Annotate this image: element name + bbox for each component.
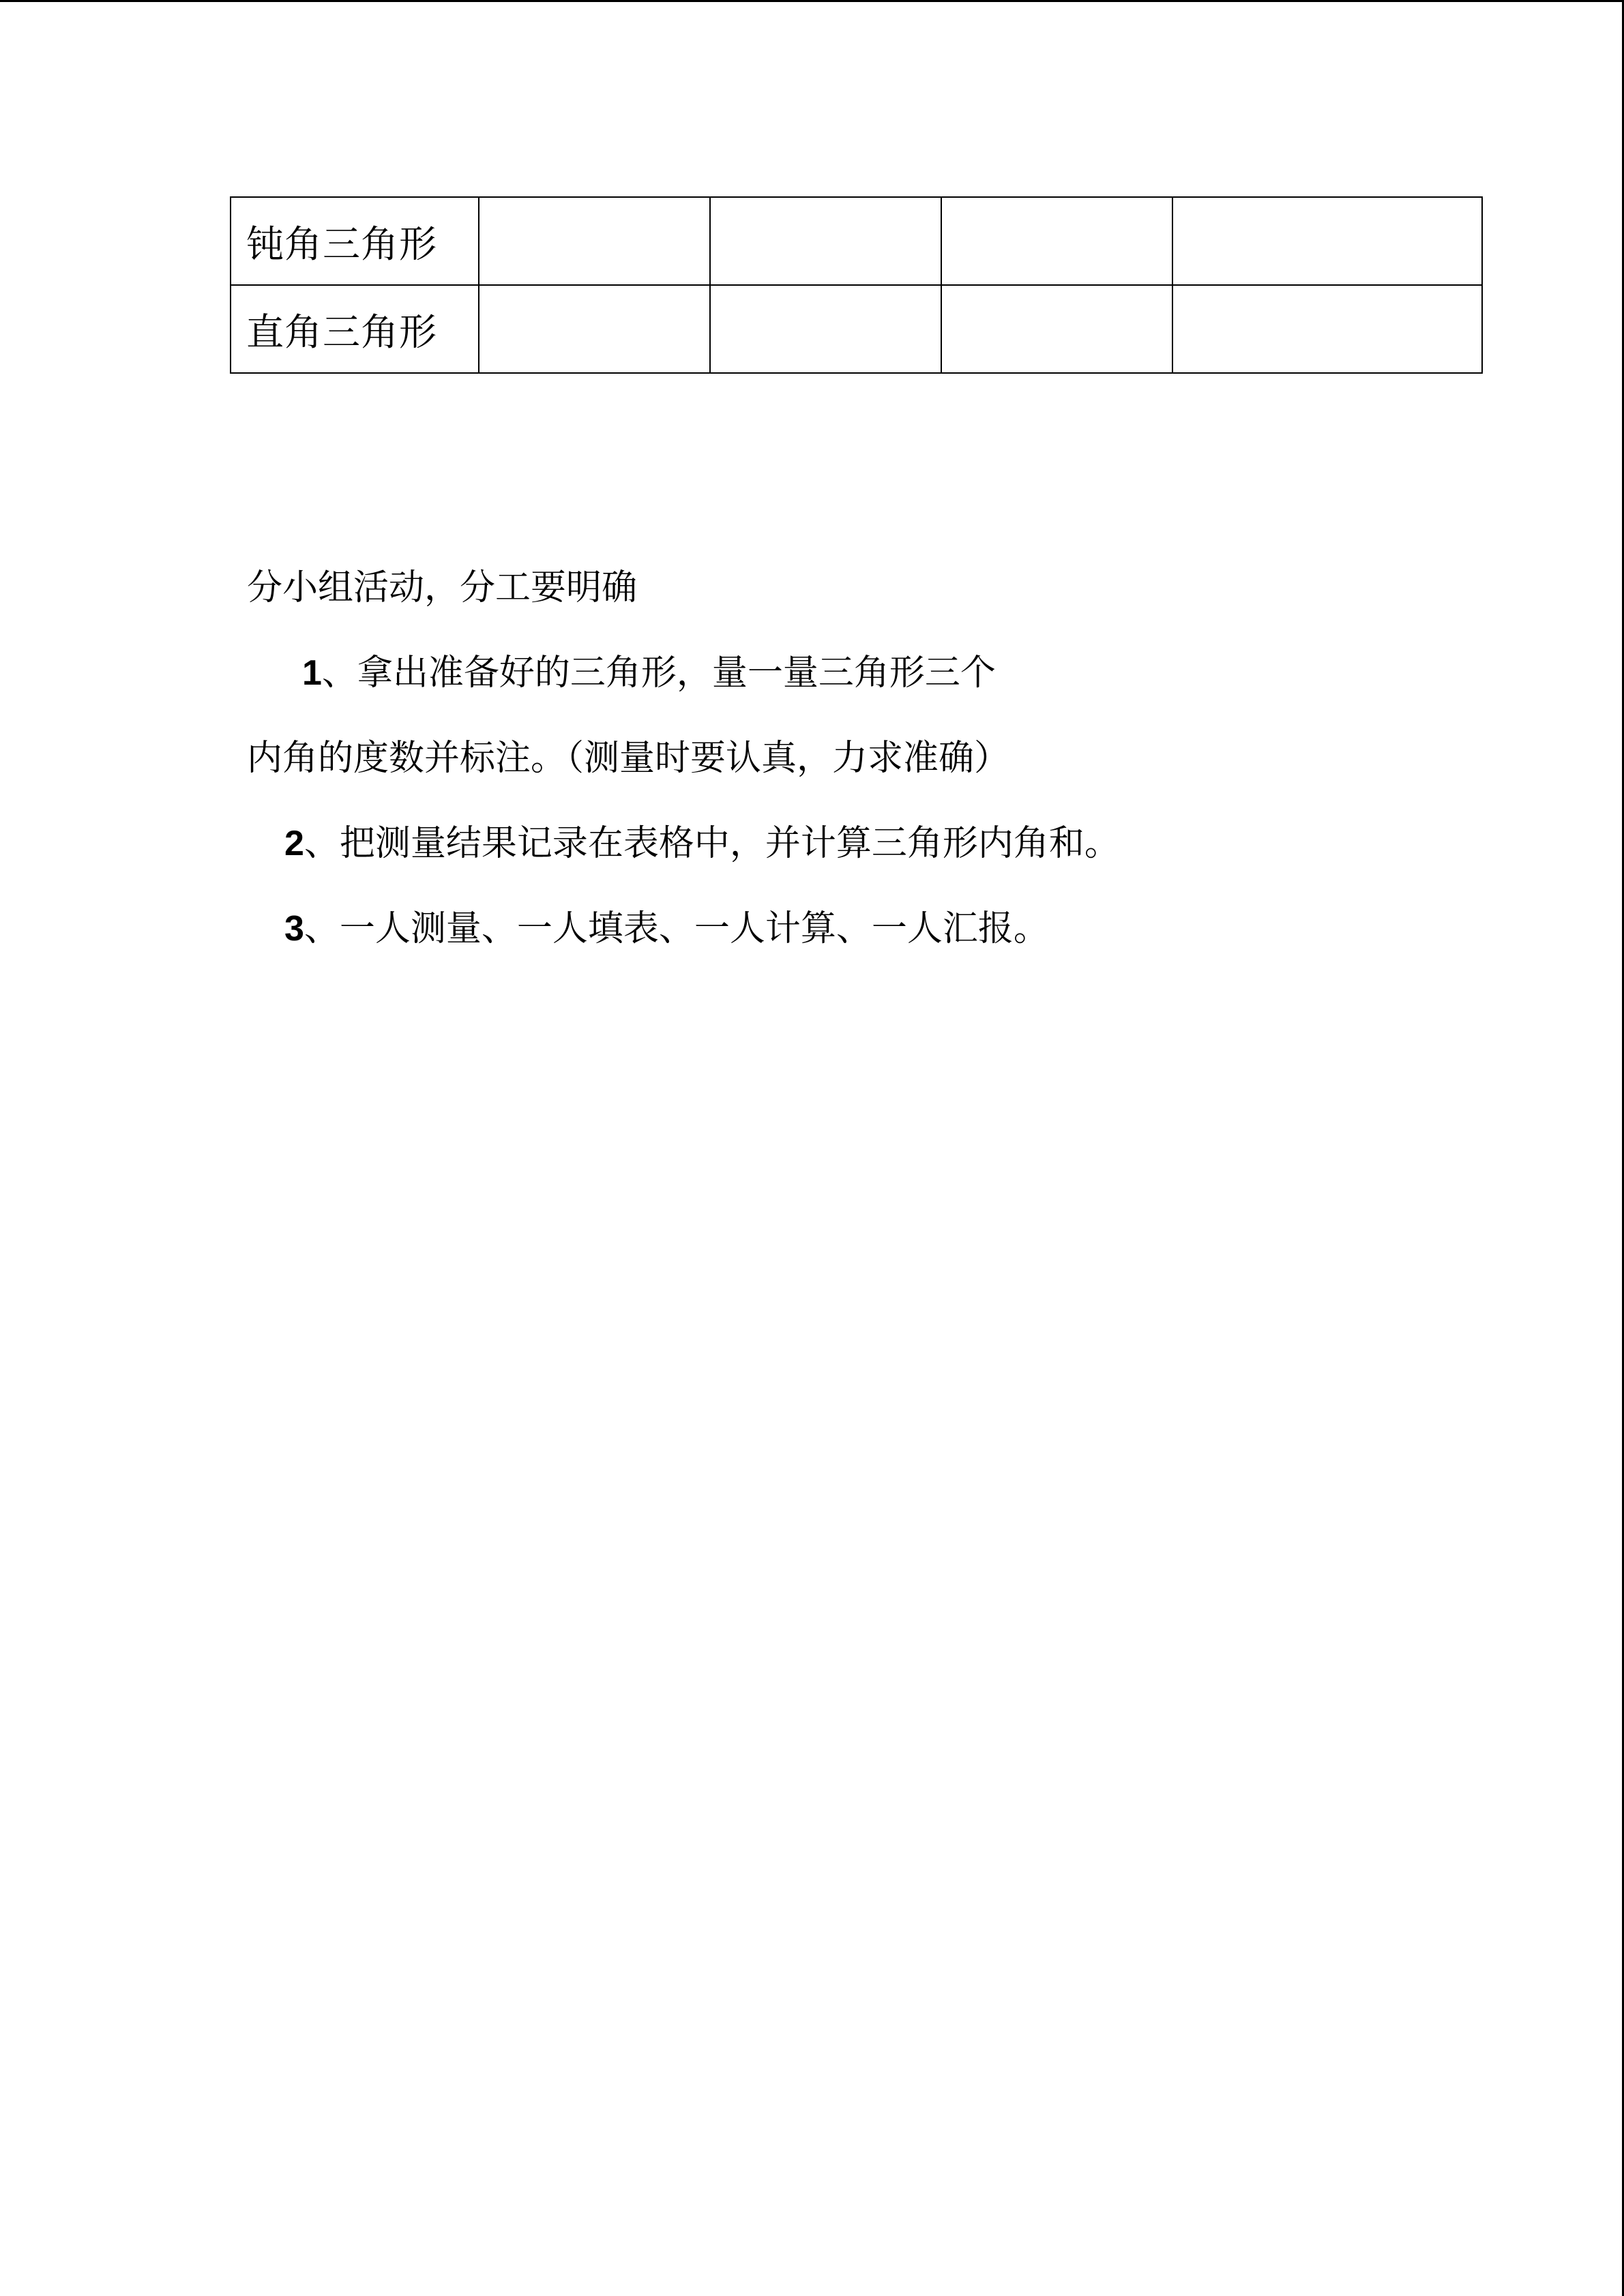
table-cell <box>710 197 941 285</box>
activity-item-1 <box>302 653 996 694</box>
table-cell <box>479 197 710 285</box>
table-row <box>231 197 1482 285</box>
item-number: 1 <box>302 653 322 693</box>
item-text: 、一人测量、一人填表、一人计算、一人汇报。 <box>304 908 1049 949</box>
item-number: 2 <box>284 824 304 863</box>
activity-item-3 <box>284 908 1049 949</box>
table-cell <box>941 285 1172 373</box>
row-label-right-triangle: 直角三角形 <box>231 285 479 373</box>
activity-item-1-continued: 内角的度数并标注。（测量时要认真，力求准确） <box>247 738 1010 779</box>
table-cell <box>941 197 1172 285</box>
table-cell <box>479 285 710 373</box>
table-cell <box>1172 285 1482 373</box>
item-number: 3 <box>284 909 304 949</box>
page-top-border <box>0 0 1624 2</box>
table-row <box>231 285 1482 373</box>
item-text: 、把测量结果记录在表格中，并计算三角形内角和。 <box>304 823 1120 864</box>
table-cell <box>1172 197 1482 285</box>
activity-item-2 <box>284 823 1120 864</box>
item-text: 、拿出准备好的三角形，量一量三角形三个 <box>321 653 996 694</box>
row-label-obtuse-triangle: 钝角三角形 <box>231 197 479 285</box>
table-cell <box>710 285 941 373</box>
activity-heading: 分小组活动，分工要明确 <box>247 567 638 608</box>
measurement-table <box>230 196 1483 374</box>
